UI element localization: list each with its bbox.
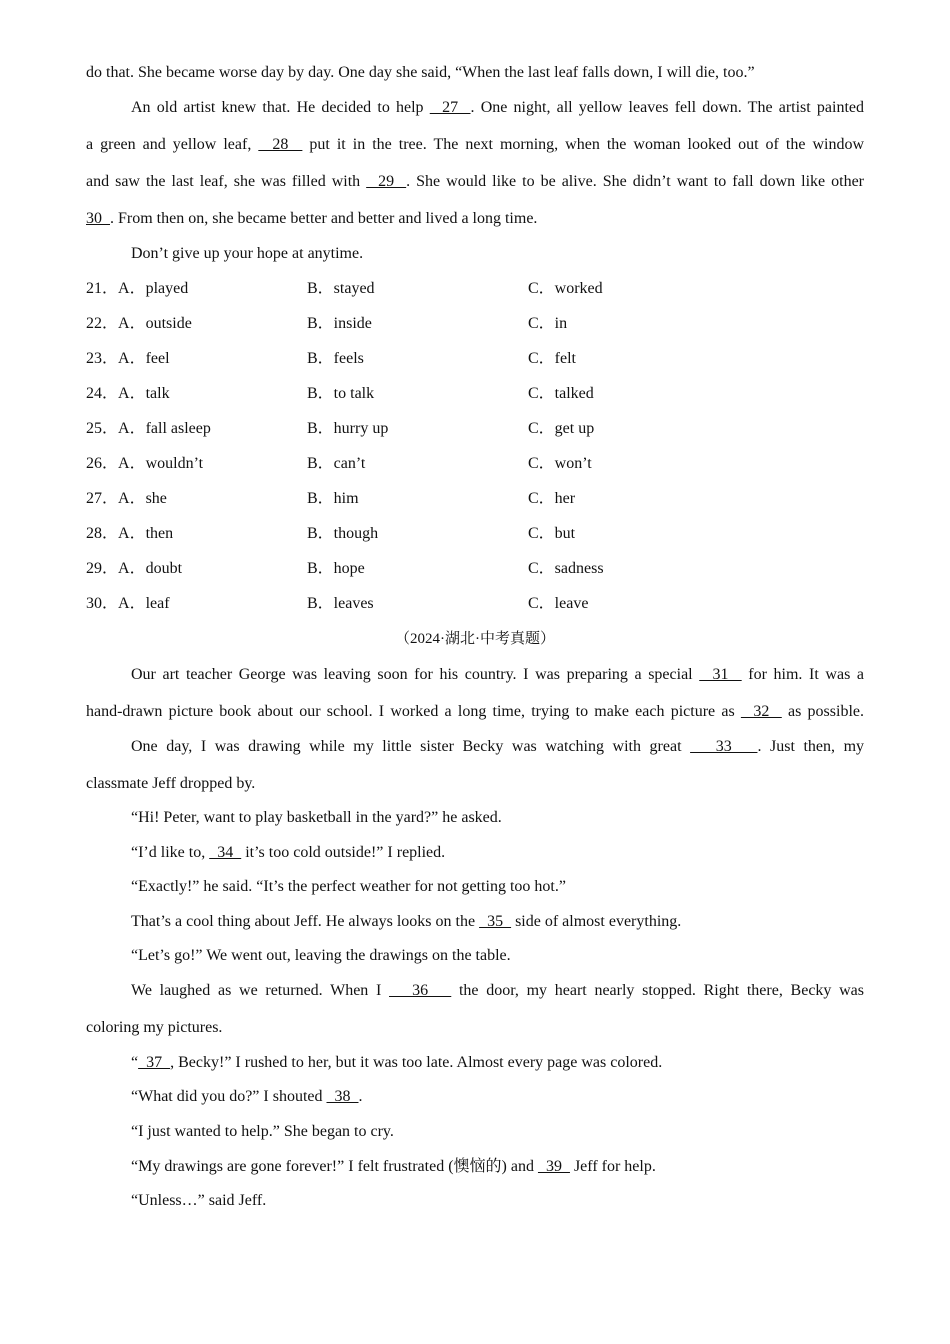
text: “Let’s go!” We went out, leaving the drawings on the table. [131,947,511,964]
blank-30: 30 [86,210,110,227]
question-21-option-a: 21．A．played [86,280,189,297]
text: Jeff for help. [569,1158,656,1175]
question-25-option-b: B．hurry up [307,420,389,437]
text: do that. She became worse day by day. One day she said, “When the last leaf falls down, I will die, too.” [86,64,755,81]
question-22-option-b: B．inside [307,315,372,332]
text: a green and yellow leaf, [86,136,259,153]
paragraph-line [131,665,864,685]
text: That’s a cool thing about Jeff. He always looks on the [131,913,480,930]
question-29-option-b: B．hope [307,560,365,577]
paragraph-line [131,843,864,863]
question-22-option-c: C．in [528,315,568,332]
text: put it in the tree. The next morning, when the woman looked out of the window [302,136,864,153]
question-28-option-c: C．but [528,525,576,542]
question-26-option-b: B．can’t [307,455,366,472]
paragraph-line [131,1122,864,1142]
paragraph-line [131,981,864,1001]
question-28-option-b: B．though [307,525,379,542]
question-26-option-a: 26．A．wouldn’t [86,455,204,472]
question-27-option-a: 27．A．she [86,490,167,507]
paragraph-line [131,877,864,897]
question-28-option-a: 28．A．then [86,525,174,542]
text: “Hi! Peter, want to play basketball in the yard?” he asked. [131,809,502,826]
question-27-option-b: B．him [307,490,359,507]
text: We laughed as we returned. When I [131,982,390,999]
text: . Just then, my [757,738,865,755]
question-29-option-c: C．sadness [528,560,604,577]
text: . From then on, she became better and better and lived a long time. [110,210,538,227]
text: . [358,1088,363,1105]
question-30-option-c: C．leave [528,595,589,612]
text: . She would like to be alive. She didn’t want to fall down like other [406,173,864,190]
text: “What did you do?” I shouted [131,1088,327,1105]
question-27-option-c: C．her [528,490,576,507]
question-24-option-a: 24．A．talk [86,385,170,402]
paragraph-line [86,172,864,192]
paragraph-line [131,98,864,118]
question-24-option-b: B．to talk [307,385,375,402]
paragraph-line [131,912,864,932]
paragraph-line [86,1018,864,1038]
question-21-option-b: B．stayed [307,280,375,297]
blank-37: 37 [138,1054,171,1071]
text: it’s too cold outside!” I replied. [241,844,446,861]
text: “I just wanted to help.” She began to cry. [131,1123,394,1140]
question-25-option-a: 25．A．fall asleep [86,420,211,437]
blank-28: 28 [258,136,303,153]
blank-33: 33 [690,738,758,755]
text: One day, I was drawing while my little sister Becky was watching with great [131,738,691,755]
paragraph-line [86,135,864,155]
question-26-option-c: C．won’t [528,455,592,472]
text: side of almost everything. [511,913,682,930]
blank-39: 39 [537,1158,570,1175]
blank-35: 35 [479,913,512,930]
blank-27: 27 [429,99,471,116]
blank-31: 31 [699,666,742,683]
paragraph-line [131,1191,864,1211]
paragraph-line [86,774,864,794]
text: the door, my heart nearly stopped. Right there, Becky was [451,982,865,999]
question-23-option-a: 23．A．feel [86,350,170,367]
question-29-option-a: 29．A．doubt [86,560,183,577]
paragraph-line [86,209,864,229]
text: “I’d like to, [131,844,210,861]
paragraph-line [131,737,864,757]
text: “Exactly!” he said. “It’s the perfect weather for not getting too hot.” [131,878,566,895]
question-24-option-c: C．talked [528,385,594,402]
text: An old artist knew that. He decided to help [131,99,430,116]
text: “Unless…” said Jeff. [131,1192,267,1209]
text: . One night, all yellow leaves fell down. The artist painted [470,99,865,116]
blank-29: 29 [366,173,407,190]
question-22-option-a: 22．A．outside [86,315,192,332]
text: “My drawings are gone forever!” I felt frustrated (懊恼的) and [131,1158,538,1175]
text: coloring my pictures. [86,1019,223,1036]
blank-34: 34 [209,844,242,861]
paragraph-line [86,63,864,83]
paragraph-line [131,1053,864,1073]
text: for him. It was a [741,666,865,683]
question-23-option-b: B．feels [307,350,364,367]
text: Don’t give up your hope at anytime. [131,245,364,262]
paragraph-line [131,1157,864,1177]
text: “ [131,1054,139,1071]
question-30-option-a: 30．A．leaf [86,595,170,612]
paragraph-line [131,808,864,828]
question-25-option-c: C．get up [528,420,595,437]
text: Our art teacher George was leaving soon for his country. I was preparing a special [131,666,700,683]
source-heading: （2024·湖北·中考真题） [395,631,555,647]
question-30-option-b: B．leaves [307,595,374,612]
blank-36: 36 [389,982,452,999]
text: and saw the last leaf, she was filled with [86,173,367,190]
question-21-option-c: C．worked [528,280,603,297]
paragraph-line [131,1087,864,1107]
text: classmate Jeff dropped by. [86,775,256,792]
paragraph-line [131,946,864,966]
question-23-option-c: C．felt [528,350,576,367]
text: , Becky!” I rushed to her, but it was too late. Almost every page was colored. [170,1054,663,1071]
paragraph-line [86,702,864,722]
blank-38: 38 [326,1088,359,1105]
paragraph-line [131,244,864,264]
text: as possible. [781,703,864,720]
text: hand-drawn picture book about our school. I worked a long time, trying to make each picture as [86,703,741,720]
blank-32: 32 [740,703,782,720]
